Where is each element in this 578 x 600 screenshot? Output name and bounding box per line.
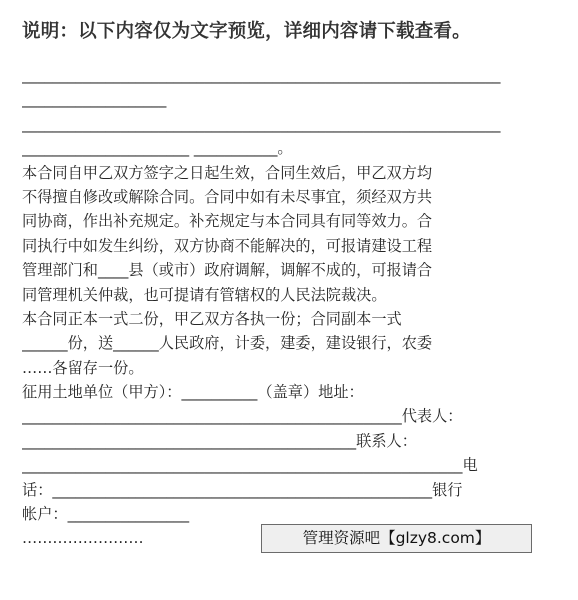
text-line: _______________________________________________________________: [22, 114, 501, 133]
text-line: 帐户：________________: [22, 505, 190, 524]
text-line: __________________________________________________________电: [22, 456, 478, 475]
text-line: 同协商，作出补充规定。补充规定与本合同具有同等效力。合: [22, 212, 433, 231]
text-line: 同执行中如发生纠纷，双方协商不能解决的，可报请建设工程: [22, 236, 433, 255]
preview-notice: 说明：以下内容仅为文字预览，详细内容请下载查看。: [22, 21, 471, 42]
text-line: ……各留存一份。: [22, 358, 144, 377]
text-line: 本合同正本一式二份，甲乙双方各执一份；合同副本一式: [22, 309, 402, 328]
text-line: _______________________________________________________________: [22, 66, 501, 84]
contract-text: [22, 63, 552, 551]
text-line: 征用土地单位（甲方）：__________（盖章）地址：: [22, 383, 364, 402]
text-line: 话：__________________________________________________银行: [22, 480, 463, 499]
text-line: ____________________________________________联系人：: [22, 431, 417, 450]
text-line: 不得擅自修改或解除合同。合同中如有未尽事宜，须经双方共: [22, 187, 433, 206]
text-line: ______份，送______人民政府，计委，建委，建设银行，农委: [22, 334, 433, 353]
text-line: ______________________ ___________。: [22, 139, 293, 158]
text-line: ……………………: [22, 529, 144, 548]
text-line: 管理部门和____县（或市）政府调解，调解不成的，可报请合: [22, 261, 433, 280]
watermark-badge: 管理资源吧【glzy8.com】: [261, 524, 532, 553]
text-line: __________________________________________________代表人：: [22, 407, 463, 426]
text-line: 同管理机关仲裁，也可提请有管辖权的人民法院裁决。: [22, 285, 387, 304]
text-line: ___________________: [22, 90, 167, 109]
text-line: 本合同自甲乙双方签字之日起生效，合同生效后，甲乙双方均: [22, 163, 433, 182]
